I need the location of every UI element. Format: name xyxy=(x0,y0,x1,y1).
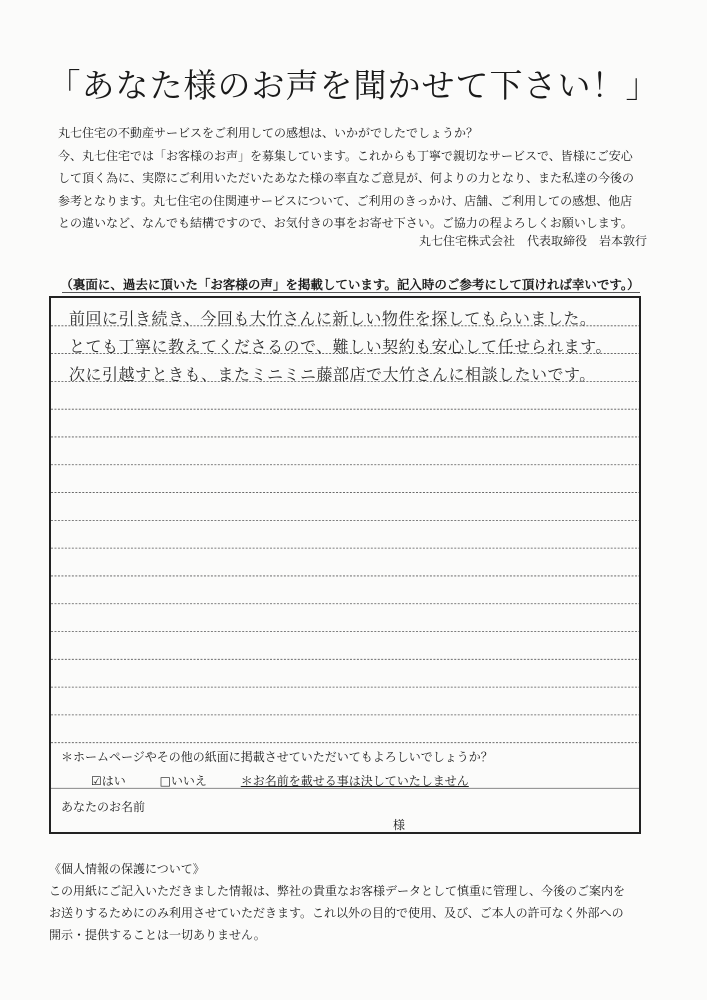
note-underline xyxy=(62,292,640,293)
privacy-section xyxy=(49,858,689,946)
intro-line: 丸七住宅の不動産サービスをご利用しての感想は、いかがでしたでしょうか？ xyxy=(58,126,479,140)
name-label: あなたのお名前 xyxy=(61,800,146,814)
handwritten-line: 次に引越すときも、またミニミニ藤部店で大竹さんに相談したいです。 xyxy=(69,365,596,384)
intro-line: して頂く為に、実際にご利用いただいたあなた様の率直なご意見が、何よりの力となり、また私達の今後の xyxy=(58,171,635,185)
intro-text xyxy=(58,122,658,235)
privacy-heading: 《個人情報の保護について》 xyxy=(49,862,205,876)
permission-options xyxy=(91,772,499,789)
intro-line: 今、丸七住宅では「お客様のお声」を募集しています。これからも丁寧で親切なサービスで、皆様にご安心 xyxy=(58,148,633,163)
yes-checkbox[interactable]: ☑はい xyxy=(91,774,126,788)
reference-note: （裏面に、過去に頂いた「お客様の声」を掲載しています。記入時のご参考にして頂ければ幸いです。） xyxy=(60,277,640,292)
permission-question: ＊ホームページやその他の紙面に掲載させていただいてもよろしいでしょうか？ xyxy=(61,750,493,764)
privacy-line: この用紙にご記入いただきました情報は、弊社の貴重なお客様データとして慎重に管理し、今後のご案内を xyxy=(49,884,626,898)
handwritten-line: 前回に引き続き、今回も大竹さんに新しい物件を探してもらいました。 xyxy=(69,309,597,328)
page-title: 「あなた様のお声を聞かせて下さい！」 xyxy=(47,66,660,105)
name-privacy-note: ＊お名前を載せる事は決していたしません xyxy=(240,774,469,788)
privacy-line: お送りするためにのみ利用させていただきます。これ以外の目的で使用、及び、ご本人の許可なく外部への xyxy=(49,906,624,920)
no-checkbox[interactable]: □いいえ xyxy=(159,774,207,788)
feedback-form xyxy=(49,296,641,834)
privacy-line: 開示・提供することは一切ありません。 xyxy=(49,928,266,942)
intro-line: 参考となります。丸七住宅の住関連サービスについて、ご利用のきっかけ、店舗、ご利用しての感想、他店 xyxy=(58,193,633,208)
signature: 丸七住宅株式会社 代表取締役 岩本敦行 xyxy=(418,234,647,248)
handwritten-line: とても丁寧に教えてくださるので、難しい契約も安心して任せられます。 xyxy=(69,337,612,356)
intro-line: との違いなど、なんでも結構ですので、お気付きの事をお寄せ下さい。ご協力の程よろしくお願いします。 xyxy=(58,216,633,230)
name-suffix: 様 xyxy=(393,818,406,832)
